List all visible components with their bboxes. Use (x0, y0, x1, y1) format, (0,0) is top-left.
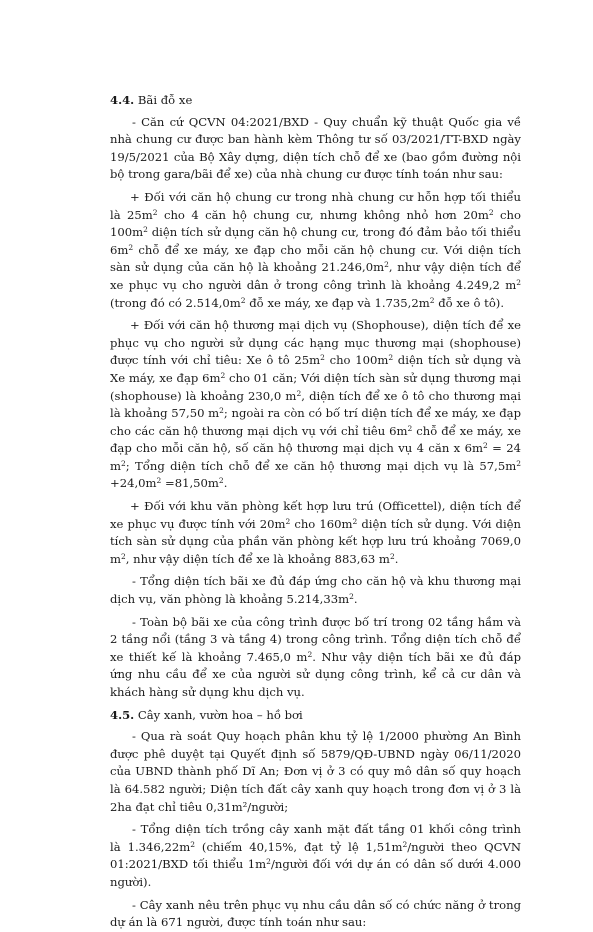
section-4-4-paragraph-1: - Căn cứ QCVN 04:2021/BXD - Quy chuẩn kỹ thuật Quốc gia về nhà chung cư được ban hành kèm Thông tư số 03/2021/TT-BXD ngày 19/5/2021 của Bộ Xây dựng, diện tích chỗ để xe (bao gồm đường nội bộ trong gara/bãi để xe) của nhà chung cư được tính toán như sau: (110, 114, 521, 182)
section-4-4-paragraph-5: - Tổng diện tích bãi xe đủ đáp ứng cho căn hộ và khu thương mại dịch vụ, văn phòng là khoảng $5.214,33m^2$. (110, 574, 521, 607)
section-4-4-heading (110, 92, 521, 110)
section-4-5-paragraph-3: - Cây xanh nêu trên phục vụ nhu cầu dân số có chức năng ở trong dự án là 671 người, được tính toán như sau: (110, 897, 521, 930)
section-4-5-number: 4.5. (110, 707, 135, 722)
section-4-4-paragraph-3: + Đối với căn hộ thương mại dịch vụ (Shophouse), diện tích để xe phục vụ cho người sử dụng các hạng mục thương mại (shophouse) được tính với chỉ tiêu: Xe ô tô $25m^2$ cho $100m^2$ diện tích sử dụng và Xe máy, xe đạp $6m^2$ cho 01 căn; Với diện tích sàn sử dụng thương mại (shophouse) là khoảng 230,0 $m^2$, diện tích để xe ô tô cho thương mại là khoảng 57,50 $m^2$; ngoài ra còn có bố trí diện tích để xe máy, xe đạp cho các căn hộ thương mại dịch vụ với chỉ tiêu $6m^2$ chỗ để xe máy, xe đạp cho mỗi căn hộ, số căn hộ thương mại dịch vụ 4 căn x $6m^2 = 24$ $m^2$; Tổng diện tích chỗ để xe căn hộ thương mại dịch vụ là $57,5m^2 +24,0m^2 =81,50m^2$. (110, 318, 522, 491)
section-4-5-heading (110, 707, 521, 725)
section-4-4-number: 4.4. (110, 93, 135, 107)
section-4-4-paragraph-4: + Đối với khu văn phòng kết hợp lưu trú (Officettel), diện tích để xe phục vụ được tính với $20m^2$ cho $160m^2$ diện tích sử dụng. Với diện tích sàn sử dụng của phần văn phòng kết hợp lưu trú khoảng 7069,0 $m^2$, như vậy diện tích để xe là khoảng 883,63 $m^2$. (110, 499, 522, 566)
section-4-5-paragraph-1: - Qua rà soát Quy hoạch phân khu tỷ lệ 1/2000 phường An Bình được phê duyệt tại Quyết định số 5879/QĐ-UBND ngày 06/11/2020 của UBND thành phố Dĩ An; Đơn vị ở 3 có quy mô dân số quy hoạch là 64.582 người; Diện tích đất cây xanh quy hoạch trong đơn vị ở 3 là 2ha đạt chỉ tiêu 0,31m²/người; (110, 729, 521, 814)
section-4-5-title: Cây xanh, vườn hoa – hồ bơi (134, 707, 303, 722)
section-4-4-paragraph-6: - Toàn bộ bãi xe của công trình được bố trí trong 02 tầng hầm và 2 tầng nổi (tầng 3 và tầng 4) trong công trình. Tổng diện tích chỗ để xe thiết kế là khoảng 7.465,0 $m^2$. Như vậy diện tích bãi xe đủ đáp ứng nhu cầu để xe của người sử dụng công trình, kể cả cư dân và khách hàng sử dụng khu dịch vụ. (110, 614, 521, 699)
section-4-4-paragraph-2: + Đối với căn hộ chung cư trong nhà chung cư hỗn hợp tối thiểu là $25m^2$ cho 4 căn hộ chung cư, nhưng không nhỏ hơn $20m^2$ cho $100m^2$ diện tích sử dụng căn hộ chung cư, trong đó đảm bảo tối thiểu $6m^2$ chỗ để xe máy, xe đạp cho mỗi căn hộ chung cư. Với diện tích sàn sử dụng của căn hộ là khoảng $21.246,0m^2$, như vậy diện tích để xe phục vụ cho người dân ở trong công trình là khoảng 4.249,2 $m^2$ (trong đó có $2.514,0m^2$ đỗ xe máy, xe đạp và $1.735,2m^2$ đỗ xe ô tô). (110, 189, 521, 310)
section-4-5-paragraph-2: - Tổng diện tích trồng cây xanh mặt đất tầng 01 khối công trình là $1.346,22m^2$ (chiếm 40,15%, đạt tỷ lệ $1,51m^2$/người theo QCVN 01:2021/BXD tối thiểu $1m^2$/người đối với dự án có dân số dưới 4.000 người). (110, 822, 521, 889)
section-4-4-title: Bãi đỗ xe (134, 93, 193, 107)
